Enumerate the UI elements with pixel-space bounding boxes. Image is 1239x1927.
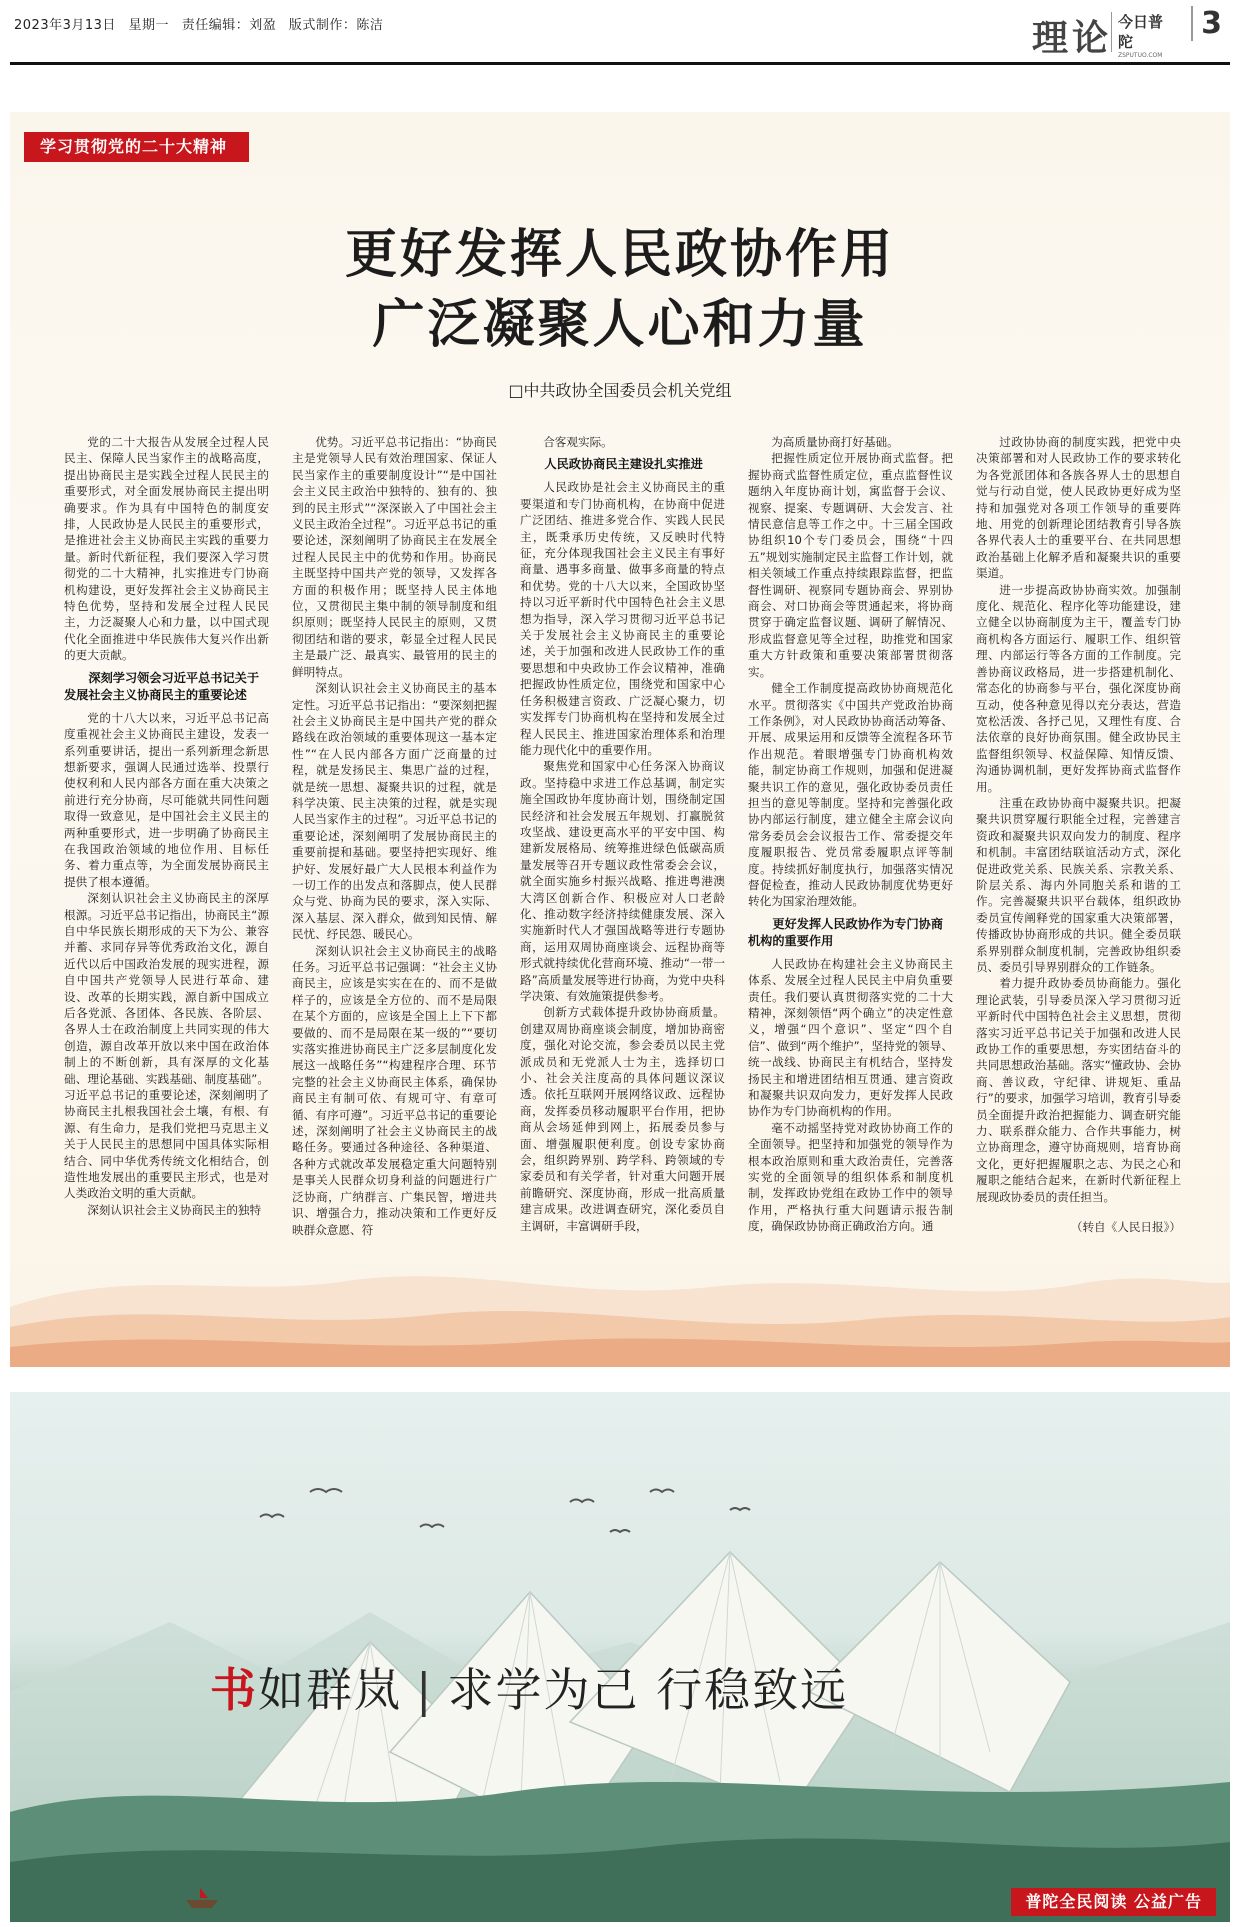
paragraph: 深刻认识社会主义协商民主的独特 (87, 1202, 262, 1217)
slogan-left: 如群岚 (258, 1663, 402, 1717)
ad-footer-label: 普陀全民阅读 公益广告 (1011, 1888, 1216, 1916)
feature-article (10, 112, 1230, 1367)
section-tag: 学习贯彻党的二十大精神 (24, 132, 249, 162)
paragraph: 毫不动摇坚持党对政协协商工作的全面领导。把坚持和加强党的领导作为根本政治原则和重大政治责任，完善落实党的全面领导的组织体系和制度机制，发挥政协党组在政协工作中的领导作用，严格执行重大问题请示报告制度，确保政协协商正确政治方向。通 (748, 1120, 953, 1234)
subheading: 人民政协商民主建设扎实推进 (544, 457, 703, 472)
headline-line-1: 更好发挥人民政协作用 (344, 224, 895, 285)
article-column-5 (976, 434, 1181, 1314)
page-number: 3 (1191, 6, 1222, 41)
editor-credit: 责任编辑：刘盈 (181, 18, 277, 33)
paragraph: 创新方式载体提升政协协商质量。创建双周协商座谈会制度，增加协商密度，强化对论交流，参会委员以民主党派成员和无党派人士为主，选择切口小、社会关注度高的具体问题议深议透。依托互联网开展网络议政、远程协商，发挥委员移动履职平台作用，把协商从会场延伸到网上，拓展委员参与面、增强履职便利度。创设专家协商会，组织跨界别、跨学科、跨领域的专家委员和有关学者，针对重大问题开展前瞻研究、深度协商，形成一批高质量建言成果。改进调查研究，深化委员自主调研，丰富调研手段， (520, 1005, 725, 1233)
paragraph: 过政协协商的制度实践，把党中央决策部署和对人民政协工作的要求转化为各党派团体和各族各界人士的思想自觉与行动自觉，使人民政协更好成为坚持和加强党对各项工作领导的重要阵地、用党的创新理论团结教育引导各族各界代表人士的重要平台、在共同思想政治基础上化解矛盾和凝聚共识的重要渠道。 (976, 435, 1181, 581)
paragraph: 进一步提高政协协商实效。加强制度化、规范化、程序化等功能建设，建立健全以协商制度为主干，覆盖专门协商机构各方面运行、履职工作、组织管理、内部运行等各方面的工作制度。完善协商议政格局，进一步搭建机制化、常态化的协商参与平台，强化深度协商互动，使各种意见得以充分表达，营造宽松活泼、各抒己见，又理性有度、合法依章的良好协商氛围。健全政协民主监督组织领导、权益保障、知情反馈、沟通协调机制，更好发挥协商式监督作用。 (976, 582, 1181, 794)
newspaper-logo (1111, 12, 1176, 59)
paragraph: 优势。习近平总书记指出：“协商民主是党领导人民有效治理国家、保证人民当家作主的重要制度设计”“是中国社会主义民主政治中独特的、独有的、独到的民主形式”“深深嵌入了中国社会主义民主政治全过程”。习近平总书记的重要论述，深刻阐明了协商民主在发展全过程人民民主中的优势和作用。协商民主既坚持中国共产党的领导，又发挥各方面的积极作用；既坚持人民主体地位，又贯彻民主集中制的领导制度和组织原则；既坚持人民民主的原则，又贯彻团结和谐的要求，彰显全过程人民民主是最广泛、最真实、最管用的民主的鲜明特点。 (292, 435, 497, 679)
issue-date: 2023年3月13日 (14, 18, 116, 33)
paragraph: 注重在政协协商中凝聚共识。把凝聚共识贯穿履行职能全过程，完善建言资政和凝聚共识双向发力的制度、程序和机制。丰富团结联谊活动方式，深化促进政党关系、民族关系、宗教关系、阶层关系、海内外同胞关系和谐的工作。完善凝聚共识平台载体，组织政协委员宣传阐释党的国家重大决策部署，传播政协协商形成的共识。健全委员联系界别群众制度机制，完善政协组织委员、委员引导界别群众的工作链条。 (976, 795, 1181, 974)
logo-text: 今日普陀 (1118, 13, 1164, 51)
slogan-separator: | (416, 1663, 434, 1717)
paragraph: 深刻认识社会主义协商民主的基本定性。习近平总书记指出：“要深刻把握社会主义协商民主是中国共产党的群众路线在政治领域的重要体现这一基本定性”“在人民内部各方面广泛商量的过程，就是发扬民主、集思广益的过程，就是统一思想、凝聚共识的过程，就是科学决策、民主决策的过程，就是实现人民当家作主的过程”。习近平总书记的重要论述，深刻阐明了发展协商民主的重要前提和基础。要坚持把实现好、维护好、发展好最广大人民根本利益作为一切工作的出发点和落脚点，使人民群众与党、协商为民的要求，深入实际、深入基层、深入群众，做到知民情、解民忧、纾民怨、暖民心。 (292, 681, 497, 942)
slogan-first-char: 书 (210, 1663, 258, 1717)
headline-line-2: 广泛凝聚人心和力量 (372, 294, 868, 355)
byline: □中共政协全国委员会机关党组 (508, 381, 732, 400)
paragraph: 党的二十大报告从发展全过程人民民主、保障人民当家作主的战略高度，提出协商民主是实践全过程人民民主的重要形式，对全面发展协商民主提出明确要求。作为具有中国特色的制度安排，人民政协是人民民主的重要形式，是推进社会主义协商民主实践的重要力量。新时代新征程，我们要深入学习贯彻党的二十大精神，扎实推进专门协商机构建设，更好发挥社会主义协商民主特色优势，坚持和发展全过程人民民主，力泛凝聚人心和力量，以中国式现代化全面推进中华民族伟大复兴作出新的更大贡献。 (64, 435, 269, 663)
article-column-4 (748, 434, 953, 1314)
paragraph: 党的十八大以来，习近平总书记高度重视社会主义协商民主建设，发表一系列重要讲话，提出一系列新理念新思想新要求，强调人民通过选举、投票行使权利和人民内部各方面在重大决策之前进行充分协商，尽可能就共同性问题取得一致意见，是中国社会主义民主的两种重要形式，进一步明确了协商民主在我国政治领域的地位作用、目标任务、着力重点等，为全面发展协商民主提供了根本遵循。 (64, 710, 269, 889)
hills-decoration (10, 1227, 1230, 1367)
paragraph: 深刻认识社会主义协商民主的深厚根源。习近平总书记指出，协商民主“源自中华民族长期形成的天下为公、兼容并蓄、求同存异等优秀政治文化，源自近代以后中国政治发展的现实进程，源自中国共产党领导人民进行革命、建设、改革的长期实践，源自新中国成立后各党派、各团体、各民族、各阶层、各界人士在政治制度上共同实现的伟大创造，源自改革开放以来中国在政治体制上的不断创新，具有深厚的文化基础、理论基础、实践基础、制度基础”。习近平总书记的重要论述，深刻阐明了协商民主扎根我国社会土壤，有根、有源、有生命力，是我们党把马克思主义关于人民民主的思想同中国具体实际相结合、同中华优秀传统文化相结合，创造性地发展出的重要民主形式，也是对人类政治文明的重大贡献。 (64, 891, 269, 1201)
article-body (64, 434, 1184, 1334)
ad-slogan (210, 1654, 848, 1720)
subheading: 更好发挥人民政协作为专门协商机构的重要作用 (748, 916, 944, 948)
slogan-right: 求学为己 行稳致远 (447, 1663, 849, 1717)
article-column-3 (520, 434, 725, 1314)
paragraph: 健全工作制度提高政协协商规范化水平。贯彻落实《中国共产党政治协商工作条例》，对人民政协协商活动筹备、开展、成果运用和反馈等全流程各环节作出规范。着眼增强专门协商机构效能，制定协商工作规则，加强和促进凝聚共识工作的意见，强化政协委员责任担当的意见等制度。坚持和完善强化政协内部运行制度，建立健全主席会议向常务委员会会议报告工作、常委提交年度履职报告、党员常委履职点评等制度。持续抓好制度执行，加强落实情况督促检查，推动人民政协制度优势更好转化为国家治理效能。 (748, 681, 953, 909)
section-title: 理论 (1031, 18, 1112, 59)
logo-url: ZSPUTUO.COM (1118, 52, 1163, 59)
paragraph: 深刻认识社会主义协商民主的战略任务。习近平总书记强调：“社会主义协商民主，应该是实实在在的、而不是做样子的，应该是全方位的、而不是局限在某个方面的，应该是全国上上下下都要做的、而不是局限在某一级的”“要切实落实推进协商民主广泛多层制度化发展这一战略任务”“构建程序合理、环节完整的社会主义协商民主体系，确保协商民主有制可依、有规可守、有章可循、有序可遵”。习近平总书记的重要论述，深刻阐明了社会主义协商民主的战略任务。要通过各种途径、各种渠道、各种方式就改革发展稳定重大问题特别是事关人民群众切身利益的问题进行广泛协商，广纳群言、广集民智，增进共识、增强合力，推动决策和工作更好反映群众意愿、符 (292, 943, 497, 1237)
bird-icon-group (260, 1489, 750, 1532)
paragraph: 合客观实际。 (543, 435, 613, 449)
subheading: 深刻学习领会习近平总书记关于发展社会主义协商民主的重要论述 (64, 670, 260, 702)
source-note: （转自《人民日报》） (1070, 1220, 1181, 1235)
masthead (10, 0, 1230, 65)
paragraph: 把握性质定位开展协商式监督。把握协商式监督性质定位，重点监督性议题纳入年度协商计划，寓监督于会议、视察、提案、专题调研、大会发言、社情民意信息等工作之中。十三届全国政协组织10个专门委员会，围绕“十四五”规划实施制定民主监督工作计划，就相关领域工作重点持续跟踪监督，把监督性调研、视察同专题协商会、界别协商会、对口协商会等贯通起来，将协商贯穿于确定监督议题、调研了解情况、形成监督意见等全过程，助推党和国家重大方针政策和重要决策部署贯彻落实。 (748, 451, 953, 679)
article-column-2 (292, 434, 497, 1314)
designer-credit: 版式制作：陈洁 (288, 18, 384, 33)
paragraph: 为高质量协商打好基础。 (771, 435, 899, 449)
paragraph: 聚焦党和国家中心任务深入协商议政。坚持稳中求进工作总基调，制定实施全国政协年度协商计划，围绕制定国民经济和社会发展五年规划、打赢脱贫攻坚战、建设更高水平的平安中国、构建新发展格局、统筹推进绿色低碳高质量发展等召开专题议政性常委会会议，就全面实施乡村振兴战略、推进粤港澳大湾区创新合作、积极应对人口老龄化、推动数字经济持续健康发展、深入实施新时代人才强国战略等进行专题协商，运用双周协商座谈会、远程协商等形式就持续优化营商环境、推动“一带一路”高质量发展等进行协商，为党中央科学决策、有效施策提供参考。 (520, 759, 725, 1003)
paragraph: 着力提升政协委员协商能力。强化理论武装，引导委员深入学习贯彻习近平新时代中国特色社会主义思想，贯彻落实习近平总书记关于加强和改进人民政协工作的重要思想，夯实团结奋斗的共同思想政治基础。落实“懂政协、会协商、善议政，守纪律、讲规矩、重品行”的要求，加强学习培训，教育引导委员全面提升政治把握能力、调查研究能力、联系群众能力、合作共事能力，树立协商理念，遵守协商规则，培育协商文化，更好把握履职之志、为民之心和履职之能结合起来，在新时代新征程上展现政协委员的责任担当。 (976, 976, 1181, 1204)
paragraph: 人民政协是社会主义协商民主的重要渠道和专门协商机构，在协商中促进广泛团结、推进多党合作、实践人民民主，既秉承历史传统，又反映时代特征，充分体现我国社会主义民主有事好商量、遇事多商量、做事多商量的特点和优势。党的十八大以来，全国政协坚持以习近平新时代中国特色社会主义思想为指导，深入学习贯彻习近平总书记关于发展社会主义协商民主的重要论述，关于加强和改进人民政协工作的重要思想和中央政协工作会议精神，准确把握政协性质定位，围绕党和国家中心任务积极建言资政、广泛凝心聚力，切实发挥专门协商机构在坚持和发展全过程人民民主、推进国家治理体系和治理能力现代化中的重要作用。 (520, 480, 725, 757)
paragraph: 人民政协在构建社会主义协商民主体系、发展全过程人民民主中肩负重要责任。我们要认真贯彻落实党的二十大精神，深刻领悟“两个确立”的决定性意义，增强“四个意识”、坚定“四个自信”、做到“两个维护”，坚持党的领导、统一战线、协商民主有机结合，坚持发扬民主和增进团结相互贯通、建言资政和凝聚共识双向发力，更好发挥人民政协作为专门协商机构的作用。 (748, 956, 953, 1119)
reading-ad (10, 1392, 1230, 1922)
weekday: 星期一 (128, 18, 170, 33)
masthead-info (14, 14, 391, 33)
article-column-1 (64, 434, 269, 1314)
